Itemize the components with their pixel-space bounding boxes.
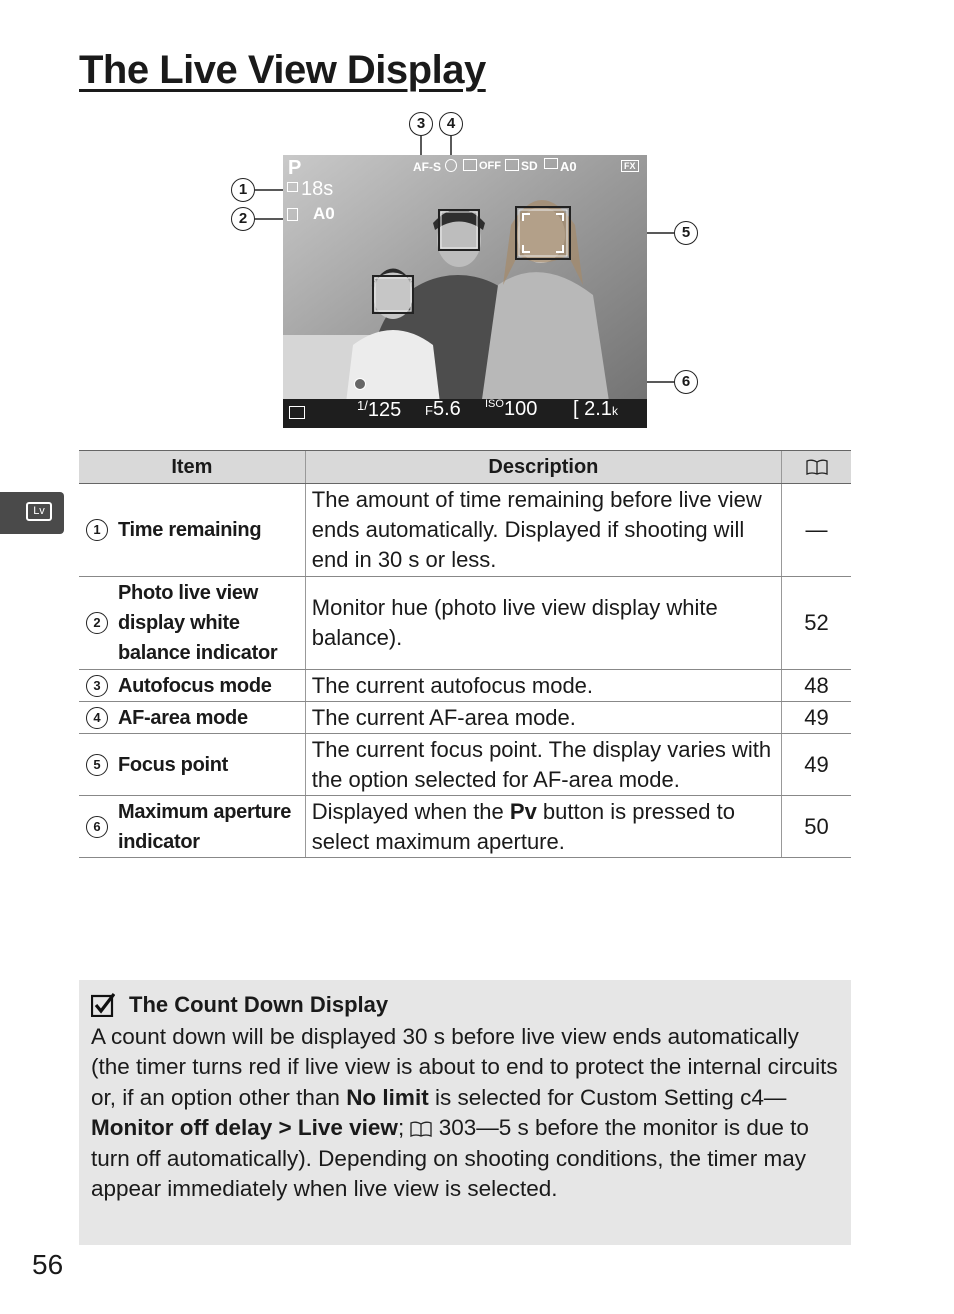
item-page-ref: 49	[782, 734, 851, 796]
time-remaining-value: 18s	[301, 178, 334, 200]
shutter-value: 125	[367, 399, 402, 421]
shots-remaining: [ 2.1k	[573, 398, 618, 420]
page-title: The Live View Display	[79, 48, 486, 92]
af-area-face-icon	[445, 159, 457, 172]
picture-control-icon	[505, 159, 519, 171]
item-name: Photo live view display white balance indicator	[118, 582, 278, 664]
table-row	[79, 577, 851, 670]
table-row	[79, 796, 851, 858]
item-page-ref: 48	[782, 670, 851, 702]
d-lighting-value: OFF	[479, 160, 501, 172]
live-view-screen	[283, 155, 647, 428]
book-icon	[410, 1121, 432, 1137]
item-description: Monitor hue (photo live view display white balance).	[305, 577, 781, 670]
note-body	[91, 1022, 839, 1204]
item-description: The current focus point. The display varies with the option selected for AF-area mode.	[305, 734, 781, 796]
table-row	[79, 734, 851, 796]
header-description: Description	[305, 451, 781, 484]
live-view-icon: Lv	[26, 502, 52, 521]
note-title: The Count Down Display	[129, 991, 389, 1017]
note-text: is selected for Custom Setting c4—	[428, 1084, 787, 1110]
no-limit-label: No limit	[346, 1084, 429, 1110]
item-cell	[79, 577, 305, 670]
item-name: Maximum aperture indicator	[118, 800, 292, 853]
callout-4: 4	[439, 112, 463, 136]
lv-wb-value: A0	[313, 204, 335, 223]
item-description: The current AF-area mode.	[305, 702, 781, 734]
iso-value: 100	[503, 398, 538, 420]
max-aperture-icon	[354, 378, 366, 390]
aperture-value: 5.6	[432, 398, 461, 420]
lv-timer-icon	[287, 182, 298, 192]
table-row	[79, 484, 851, 577]
callout-6: 6	[674, 370, 698, 394]
item-page-ref: 50	[782, 796, 851, 858]
af-mode-indicator: AF-S	[413, 160, 441, 174]
table-row	[79, 702, 851, 734]
note-header	[91, 990, 839, 1020]
item-page-ref: —	[782, 484, 851, 577]
item-description	[305, 796, 781, 858]
callout-5: 5	[674, 221, 698, 245]
item-number: 5	[86, 754, 108, 776]
items-table	[79, 450, 851, 858]
metering-icon	[289, 406, 305, 419]
item-number: 1	[86, 519, 108, 541]
item-cell	[79, 734, 305, 796]
item-number: 4	[86, 707, 108, 729]
item-cell	[79, 796, 305, 858]
item-page-ref: 52	[782, 577, 851, 670]
item-name: Focus point	[118, 753, 229, 776]
callout-3: 3	[409, 112, 433, 136]
live-view-section-tab	[0, 492, 64, 534]
shutter-prefix: 1/	[357, 398, 368, 413]
header-item: Item	[79, 451, 305, 484]
item-description: The amount of time remaining before live view ends automatically. Displayed if shooting will end in 30 s or less.	[305, 484, 781, 577]
shutter-speed	[357, 398, 401, 422]
item-number: 2	[86, 612, 108, 634]
format-indicator: FX	[621, 160, 639, 172]
wb-value: A0	[560, 159, 577, 174]
item-name: AF-area mode	[118, 706, 248, 729]
shots-value: 2.1	[584, 398, 612, 420]
item-number: 3	[86, 675, 108, 697]
callout-2: 2	[231, 207, 255, 231]
item-number: 6	[86, 816, 108, 838]
book-icon	[806, 459, 828, 475]
item-description: The current autofocus mode.	[305, 670, 781, 702]
iso-label: ISO	[485, 398, 504, 410]
item-name: Time remaining	[118, 519, 262, 541]
aperture	[425, 398, 461, 421]
count-down-note	[79, 980, 851, 1245]
item-cell	[79, 670, 305, 702]
item-cell	[79, 702, 305, 734]
shots-suffix: k	[611, 404, 618, 418]
page-number: 56	[32, 1249, 64, 1280]
item-cell	[79, 484, 305, 577]
callout-1: 1	[231, 178, 255, 202]
menu-path-label: Monitor off delay > Live view	[91, 1115, 398, 1141]
checkmark-icon	[91, 993, 115, 1017]
mode-indicator: P	[288, 157, 302, 179]
lv-wb-icon	[287, 208, 298, 221]
iso	[485, 398, 537, 421]
pv-button-label: Pv	[509, 798, 537, 824]
live-view-photo	[283, 155, 647, 428]
picture-control-value: SD	[521, 159, 538, 173]
item-name: Autofocus mode	[118, 674, 272, 697]
description-text: Displayed when the	[311, 798, 510, 824]
note-text: ;	[397, 1115, 411, 1141]
note-text: 303—5 s before the monitor is due to turn off automatically). Depending on shooting conditions, the timer may appear immediately when live view is selected.	[91, 1115, 809, 1202]
header-reference	[782, 451, 851, 484]
item-page-ref: 49	[782, 702, 851, 734]
table-row	[79, 670, 851, 702]
table-header-row	[79, 451, 851, 484]
description-text: button is pressed to select maximum aperture.	[311, 798, 735, 854]
wb-icon	[544, 158, 558, 169]
note-text: A count down will be displayed 30 s before live view ends automatically (the timer turns red if live view is about to end to protect the internal circuits or, if an option other than	[91, 1024, 838, 1110]
aperture-prefix: F	[425, 403, 433, 418]
d-lighting-icon	[463, 159, 477, 171]
